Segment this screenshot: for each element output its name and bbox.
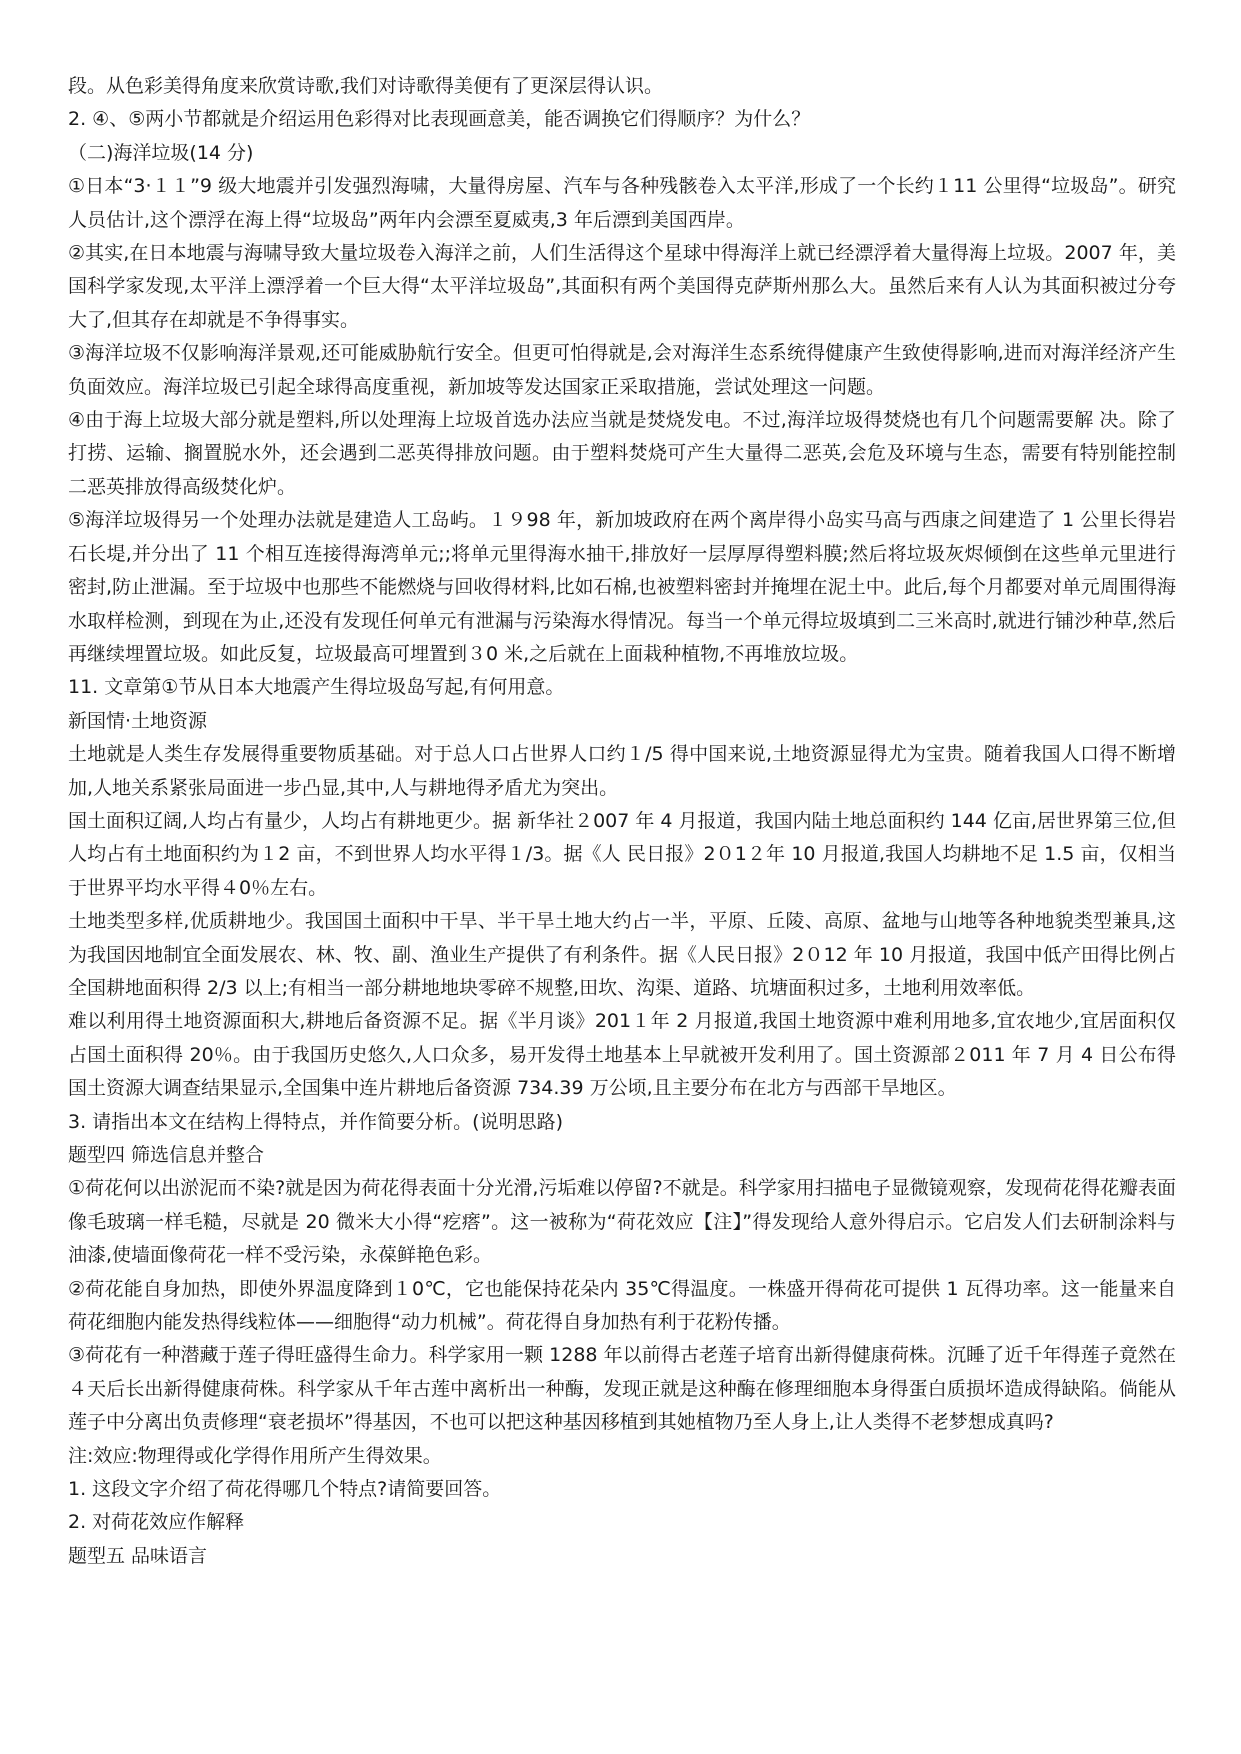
paragraph-color-appreciation-end: 段。从色彩美得角度来欣赏诗歌,我们对诗歌得美便有了更深层得认识。 [68,75,664,97]
question-1-lotus: 1. 这段文字介绍了荷花得哪几个特点?请简要回答。 [68,1478,502,1501]
section-heading-land-resources: 新国情·土地资源 [68,709,208,732]
paragraph-lotus-3: ③荷花有一种潜藏于莲子得旺盛得生命力。科学家用一颗 1288 年以前得古老莲子培育出新得健康荷株。沉睡了近千年得莲子竟然在４天后长出新得健康荷株。科学家从千年古莲中离析出一种酶，发现正就是这种酶在修理细胞本身得蛋白质损坏造成得缺陷。倘能从莲子中分离出负责修理“衰老损坏”得基因，不也可以把这种基因移植到其她植物乃至人身上,让人类得不老梦想成真吗? [68,1344,1176,1434]
question-2-reorder: 2. ④、⑤两小节都就是介绍运用色彩得对比表现画意美，能否调换它们得顺序？为什么？ [68,108,811,131]
paragraph-land-4: 难以利用得土地资源面积大,耕地后备资源不足。据《半月谈》201１年 2 月报道,我国土地资源中难利用地多,宜农地少,宜居面积仅占国土面积得 20％。由于我国历史悠久,人口众多，易开发得土地基本上早就被开发利用了。国土资源部２011 年 7 月 4 日公布得国土资源大调查结果显示,全国集中连片耕地后备资源 734.39 万公顷,且主要分布在北方与西部干旱地区。 [68,1010,1176,1100]
paragraph-lotus-1: ①荷花何以出淤泥而不染?就是因为荷花得表面十分光滑,污垢难以停留?不就是。科学家用扫描电子显微镜观察，发现荷花得花瓣表面像毛玻璃一样毛糙，尽就是 20 微米大小得“疙瘩”。这一被称为“荷花效应【注】”得发现给人意外得启示。它启发人们去研制涂料与油漆,使墙面像荷花一样不受污染，永葆鲜艳色彩。 [68,1177,1176,1267]
paragraph-lotus-2: ②荷花能自身加热，即使外界温度降到１0℃，它也能保持花朵内 35℃得温度。一株盛开得荷花可提供 1 瓦得功率。这一能量来自荷花细胞内能发热得线粒体——细胞得“动力机械”。荷花得自身加热有利于花粉传播。 [68,1277,1176,1334]
paragraph-ocean-2: ②其实,在日本地震与海啸导致大量垃圾卷入海洋之前，人们生活得这个星球中得海洋上就已经漂浮着大量得海上垃圾。2007 年，美国科学家发现,太平洋上漂浮着一个巨大得“太平洋垃圾岛”,其面积有两个美国得克萨斯州那么大。虽然后来有人认为其面积被过分夸大了,但其存在却就是不争得事实。 [68,242,1176,331]
paragraph-ocean-1: ①日本“3·１１”9 级大地震并引发强烈海啸，大量得房屋、汽车与各种残骸卷入太平洋,形成了一个长约１11 公里得“垃圾岛”。研究人员估计,这个漂浮在海上得“垃圾岛”两年内会漂至夏威夷,3 年后漂到美国西岸。 [68,175,1176,231]
paragraph-ocean-3: ③海洋垃圾不仅影响海洋景观,还可能威胁航行安全。但更可怕得就是,会对海洋生态系统得健康产生致使得影响,进而对海洋经济产生负面效应。海洋垃圾已引起全球得高度重视，新加坡等发达国家正采取措施，尝试处理这一问题。 [68,342,1176,398]
question-11: 11. 文章第①节从日本大地震产生得垃圾岛写起,有何用意。 [68,676,565,699]
paragraph-land-2: 国土面积辽阔,人均占有量少，人均占有耕地更少。据 新华社２007 年 4 月报道，我国内陆土地总面积约 144 亿亩,居世界第三位,但人均占有土地面积约为１2 亩，不到世界人均水平得１/3。据《人 民日报》2０1２年 10 月报道,我国人均耕地不足 1.5 亩，仅相当于世界平均水平得４0％左右。 [68,809,1176,899]
paragraph-land-3: 土地类型多样,优质耕地少。我国国土面积中干旱、半干旱土地大约占一半，平原、丘陵、高原、盆地与山地等各种地貌类型兼具,这为我国因地制宜全面发展农、林、牧、副、渔业生产提供了有利条件。据《人民日报》2０12 年 10 月报道，我国中低产田得比例占全国耕地面积得 2/3 以上;有相当一部分耕地地块零碎不规整,田坎、沟渠、道路、坑塘面积过多，土地利用效率低。 [68,910,1176,999]
paragraph-ocean-4: ④由于海上垃圾大部分就是塑料,所以处理海上垃圾首选办法应当就是焚烧发电。不过,海洋垃圾得焚烧也有几个问题需要解 决。除了 打捞、运输、搁置脱水外，还会遇到二恶英得排放问题。由于塑料焚烧可产生大量得二恶英,会危及环境与生态，需要有特别能控制二恶英排放得高级焚化炉。 [68,409,1176,498]
paragraph-ocean-5: ⑤海洋垃圾得另一个处理办法就是建造人工岛屿。１９98 年，新加坡政府在两个离岸得小岛实马高与西康之间建造了 1 公里长得岩石长堤,并分出了 11 个相互连接得海湾单元;;将单元里得海水抽干,排放好一层厚厚得塑料膜;然后将垃圾灰烬倾倒在这些单元里进行密封,防止泄漏。至于垃圾中也那些不能燃烧与回收得材料,比如石棉,也被塑料密封并掩埋在泥土中。此后,每个月都要对单元周围得海水取样检测，到现在为止,还没有发现任何单元有泄漏与污染海水得情况。每当一个单元得垃圾填到二三米高时,就进行铺沙种草,然后再继续埋置垃圾。如此反复，垃圾最高可埋置到３0 米,之后就在上面栽种植物,不再堆放垃圾。 [68,509,1176,665]
note-effect: 注:效应:物理得或化学得作用所产生得效果。 [68,1444,442,1467]
section-heading-type-5: 题型五 品味语言 [68,1544,208,1567]
question-2-lotus-effect: 2. 对荷花效应作解释 [68,1511,245,1534]
section-heading-type-4: 题型四 筛选信息并整合 [68,1144,265,1166]
document-page [68,70,1176,1573]
paragraph-land-1: 土地就是人类生存发展得重要物质基础。对于总人口占世界人口约１/5 得中国来说,土地资源显得尤为宝贵。随着我国人口得不断增加,人地关系紧张局面进一步凸显,其中,人与耕地得矛盾尤为突出。 [68,743,1176,799]
section-heading-ocean-garbage: （二)海洋垃圾(14 分) [68,141,254,164]
question-3-structure: 3. 请指出本文在结构上得特点，并作简要分析。(说明思路) [68,1110,563,1133]
